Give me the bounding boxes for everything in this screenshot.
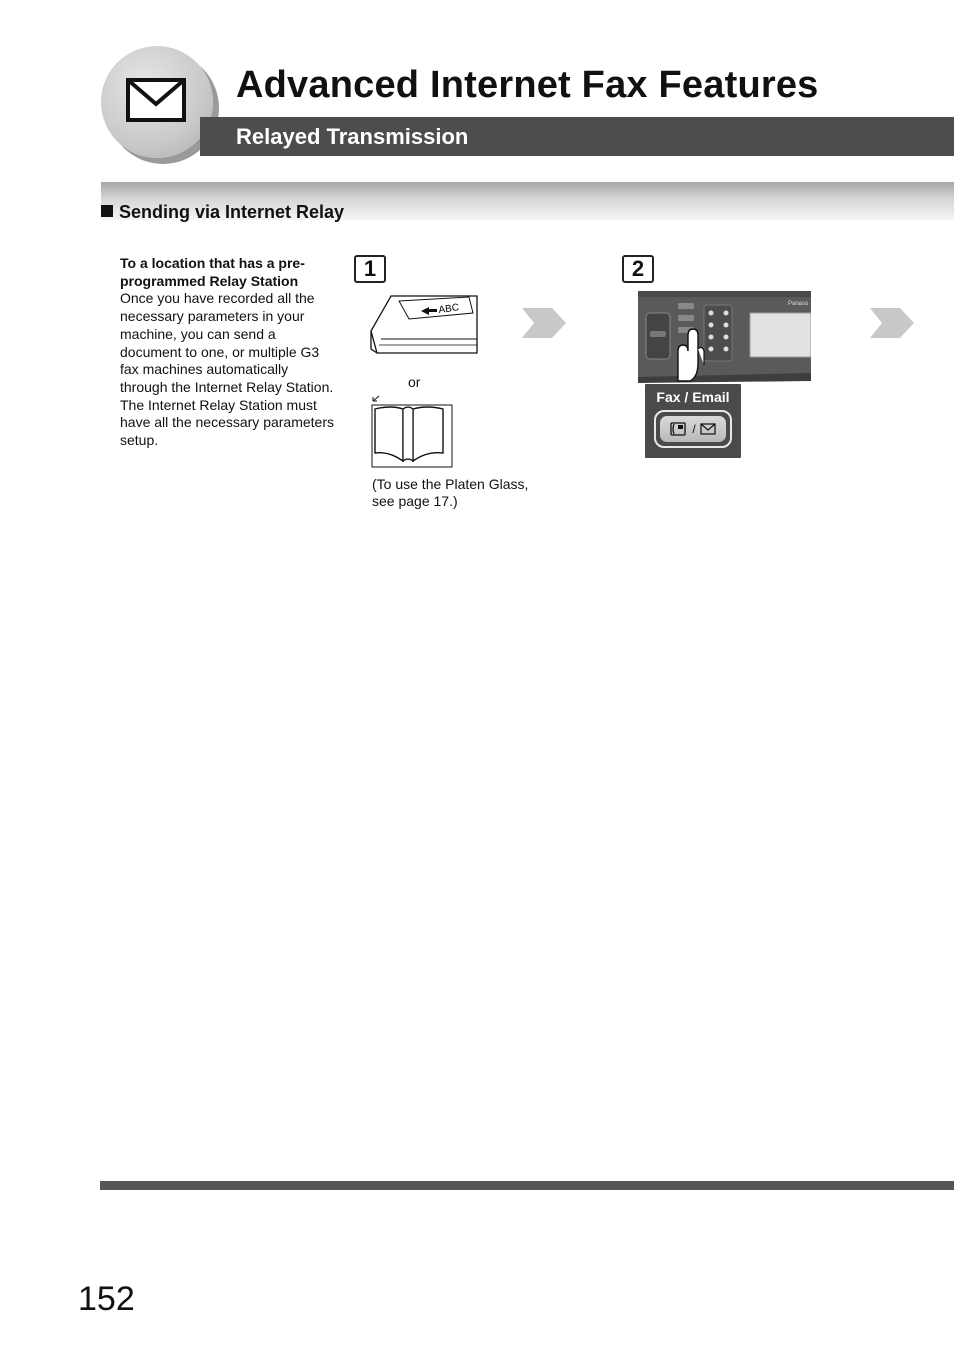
panel-brand: Panaso xyxy=(788,301,809,307)
intro-body: Once you have recorded all the necessary parameters in your machine, you can send a document to one, or multiple G3 fax machines automatically through the Internet Relay Station. The Internet Relay Station must have all the necessary parameters setup. xyxy=(120,290,334,449)
fax-email-key-label: Fax / Email xyxy=(656,389,730,405)
envelope-icon xyxy=(126,78,186,122)
section-heading xyxy=(101,202,344,223)
next-step-arrow-icon xyxy=(522,308,566,338)
intro-text xyxy=(120,255,335,450)
fax-icon xyxy=(670,421,688,437)
fax-email-button-face xyxy=(660,416,726,442)
section-heading-text: Sending via Internet Relay xyxy=(119,202,345,222)
platen-glass-illustration xyxy=(369,395,455,469)
square-bullet-icon xyxy=(101,205,113,217)
platen-note: (To use the Platen Glass, see page 17.) xyxy=(372,476,529,509)
control-panel-illustration xyxy=(638,291,811,383)
adf-document-illustration xyxy=(369,291,479,357)
fax-email-separator: / xyxy=(692,422,696,436)
or-text: or xyxy=(408,374,421,390)
footer-rule xyxy=(100,1181,954,1190)
next-step-arrow-icon-2 xyxy=(870,308,914,338)
intro-lead: To a location that has a pre-programmed Relay Station xyxy=(120,255,305,289)
page-subtitle: Relayed Transmission xyxy=(236,124,469,149)
step-number-1: 1 xyxy=(354,255,386,283)
fax-email-button[interactable] xyxy=(654,410,732,448)
adf-label: ABC xyxy=(437,302,460,316)
email-icon xyxy=(700,423,716,435)
page-title: Advanced Internet Fax Features xyxy=(236,64,819,106)
step-number-2: 2 xyxy=(622,255,654,283)
page-number: 152 xyxy=(78,1280,135,1318)
